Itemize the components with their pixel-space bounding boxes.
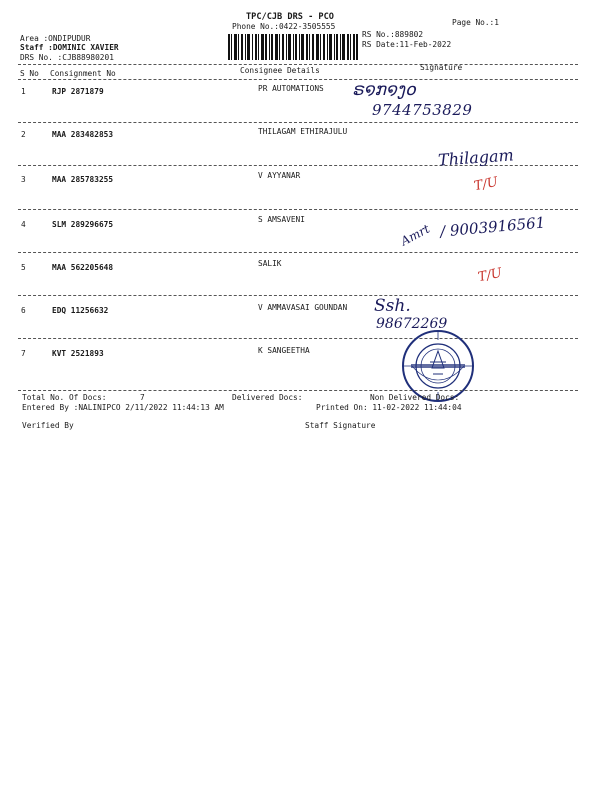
staff-name: Staff :DOMINIC XAVIER [20,43,119,52]
divider [18,295,578,296]
row-sno: 4 [21,220,26,229]
signature-6: Ssh. [374,296,411,316]
col-signature: Signature [420,63,463,72]
phone-handwritten-1: 9744753829 [372,101,473,119]
row-consignee: SALIK [258,259,282,268]
row-sno: 2 [21,130,26,139]
row-consignment: RJP 2871879 [52,87,104,96]
row-sno: 1 [21,87,26,96]
rs-number: RS No.:889802 [362,30,424,39]
barcode [228,34,358,60]
row-consignment: MAA 285783255 [52,175,114,184]
phone-handwritten-4: / 9003916561 [439,213,546,241]
row-sno: 5 [21,263,26,272]
divider [18,338,578,339]
phone-handwritten-6: 98672269 [376,316,448,332]
row-consignee: S AMSAVENI [258,215,305,224]
tu-mark-2: T/U [476,265,504,286]
report-title: TPC/CJB DRS - PCO [246,12,334,22]
col-consignee: Consignee Details [240,66,320,75]
row-consignment: MAA 562205648 [52,263,114,272]
divider [18,64,578,65]
total-docs-label: Total No. Of Docs: [22,393,107,402]
row-sno: 6 [21,306,26,315]
col-sno: S No [20,69,39,78]
drs-number: DRS No. :CJB88980201 [20,53,114,62]
col-consignment: Consignment No [50,69,116,78]
rs-date: RS Date:11-Feb-2022 [362,40,452,49]
signature-4: Amrt [398,221,433,249]
divider [18,122,578,123]
page-number: Page No.:1 [452,18,499,27]
divider [18,390,578,391]
row-consignee: K SANGEETHA [258,346,310,355]
row-consignment: KVT 2521893 [52,349,104,358]
staff-signature: Staff Signature [305,421,376,430]
row-consignee: V AYYANAR [258,171,301,180]
phone-number: Phone No.:0422-3505555 [232,22,336,31]
row-consignee: PR AUTOMATIONS [258,84,324,93]
row-consignment: EDQ 11256632 [52,306,109,315]
total-docs-value: 7 [140,393,145,402]
row-consignee: THILAGAM ETHIRAJULU [258,127,348,136]
printed-on: Printed On: 11-02-2022 11:44:04 [316,403,462,412]
row-consignee: V AMMAVASAI GOUNDAN [258,303,348,312]
tu-mark-1: T/U [472,174,500,195]
delivered-docs-label: Delivered Docs: [232,393,303,402]
row-consignment: SLM 289296675 [52,220,114,229]
row-consignment: MAA 283482853 [52,130,114,139]
divider [18,252,578,253]
verified-by: Verified By [22,421,74,430]
area: Area :ONDIPUDUR [20,34,91,43]
signature-1: ຣ໑ກ໑ງ໐ [352,80,416,100]
divider [18,209,578,210]
signature-2: Thilagam [437,145,515,170]
divider [18,79,578,80]
row-sno: 3 [21,175,26,184]
row-sno: 7 [21,349,26,358]
entered-by: Entered By :NALINIPCO 2/11/2022 11:44:13 AM [22,403,224,412]
non-delivered-docs-label: Non Delivered Docs: [370,393,460,402]
